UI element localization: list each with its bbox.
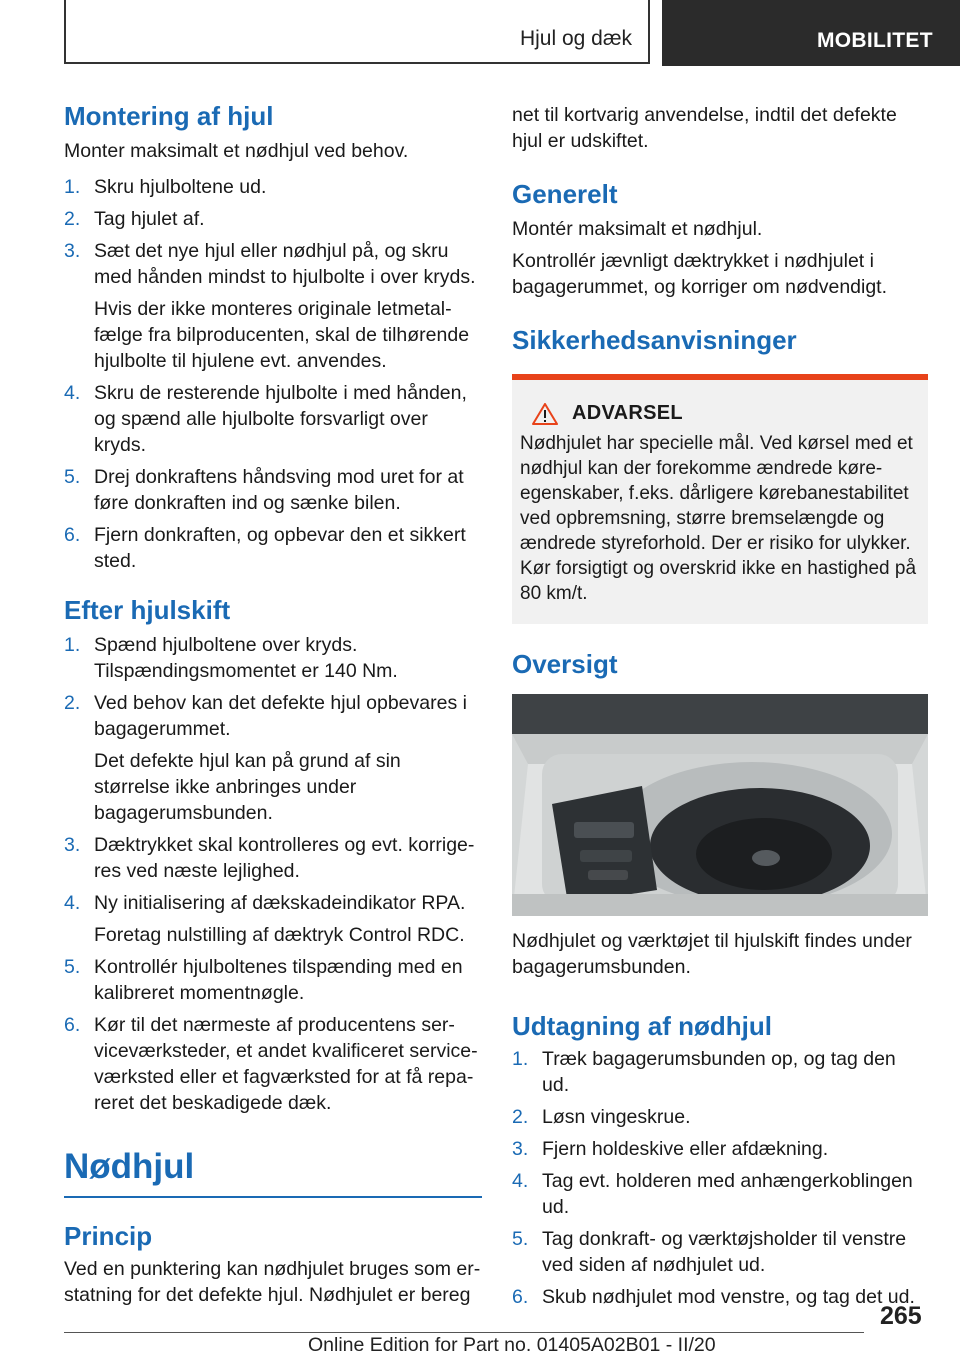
list-item: 4. Tag evt. holderen med anhængerkoblingen ud. [512,1170,913,1218]
page-number: 265 [880,1302,922,1330]
heading-oversigt: Oversigt [512,649,618,679]
heading-generelt: Generelt [512,179,618,209]
heading-nodhjul: Nødhjul [64,1147,195,1186]
list-item: 6. Skub nødhjulet mod venstre, og tag det ud. [512,1286,915,1308]
page-header [0,0,960,66]
list-item: 2. Løsn vingeskrue. [512,1106,691,1128]
efter-step4-note: Foretag nulstilling af dæktryk Control RDC. [94,924,465,946]
list-item: 3. Dæktrykket skal kontrolleres og evt. korrigeres ved næste lejlighed. [64,834,475,882]
efter-steps-cont2 [64,954,482,1116]
header-chapter-tab [662,0,960,66]
list-item: 6. Fjern donkraften, og opbevar den et sikkert sted. [64,524,466,572]
spare-wheel-photo [512,694,928,916]
princip-text: Ved en punktering kan nødhjulet bruges som erstatning for det defekte hjul. Nødhjulet er bereg [64,1258,481,1306]
list-item: 3. Fjern holdeskive eller afdækning. [512,1138,829,1160]
header-section-box [64,0,650,64]
heading-sikkerhed: Sikkerhedsanvisninger [512,325,797,355]
warning-box [512,374,928,624]
right-column [512,100,928,1310]
list-item: 1. Træk bagagerumsbunden op, og tag den ud. [512,1048,896,1096]
list-item: 1. Spænd hjulboltene over kryds. Tilspændingsmomentet er 140 Nm. [64,634,398,682]
heading-princip: Princip [64,1221,153,1251]
list-item: 3. Sæt det nye hjul eller nødhjul på, og skru med hånden mindst to hjulbolte i over kryds. [64,240,476,288]
udtagning-steps [512,1046,928,1310]
warning-header [532,402,920,425]
header-section-title: Hjul og dæk [519,27,632,50]
list-item: 1. Skru hjulboltene ud. [64,176,267,198]
efter-steps [64,632,482,742]
montering-intro: Monter maksimalt et nødhjul ved behov. [64,140,409,162]
list-item: 5. Kontrollér hjulboltenes tilspænding med en kalibreret momentnøgle. [64,956,463,1004]
section-rule [64,1196,482,1198]
list-item: 5. Tag donkraft- og værktøjsholder til venstre ved siden af nødhjulet ud. [512,1228,907,1276]
efter-step2-note: Det defekte hjul kan på grund af sin størrelse ikke anbringes under bagagerumsbunden. [94,750,401,824]
heading-montering: Montering af hjul [64,101,274,131]
header-chapter-label: MOBILITET [817,29,933,52]
princip-text-continued: net til kortvarig anvendelse, indtil det defekte hjul er udskiftet. [512,104,897,152]
list-item: 5. Drej donkraftens håndsving mod uret for at føre donkraften ind og sænke bilen. [64,466,464,514]
montering-steps-cont [64,380,482,574]
warning-triangle-icon [532,403,558,425]
heading-udtagning: Udtagning af nødhjul [512,1011,772,1041]
step3-note: Hvis der ikke monteres originale letmetalfælge fra bilproducenten, skal de tilhørende hjulbolte til hjulene evt. anvendes. [94,298,470,372]
efter-steps-cont [64,832,482,916]
generelt-p1: Montér maksimalt et nødhjul. [512,218,763,240]
list-item: 2. Tag hjulet af. [64,208,205,230]
generelt-p2: Kontrollér jævnligt dæktrykket i nødhjulet i bagagerummet, og korriger om nødvendigt. [512,250,888,298]
list-item: 4. Skru de resterende hjulbolte i med hånden, og spænd alle hjulbolte forsvarligt over kryds. [64,382,467,456]
list-item: 4. Ny initialisering af dækskadeindikator RPA. [64,892,466,914]
warning-label: ADVARSEL [572,402,683,424]
warning-text: Nødhjulet har specielle mål. Ved kørsel med et nødhjul kan der forekomme ændrede køreegenskaber, f.eks. dårligere kørebanestabilitet ved opbremsning, større bremselængde og ændrede styreforhold. Der er risiko for ulykker. Kør forsigtigt og overskrid ikke en hastighed på 80 km/t. [520,433,917,604]
list-item: 2. Ved behov kan det defekte hjul opbevares i bagagerummet. [64,692,467,740]
footer-edition: Online Edition for Part no. 01405A02B01 - II/20 [308,1334,716,1356]
figure-caption: Nødhjulet og værktøjet til hjulskift findes under bagagerumsbunden. [512,930,912,978]
montering-steps [64,174,482,290]
left-column [64,100,482,1308]
heading-efter-hjulskift: Efter hjulskift [64,595,231,625]
footer-rule [64,1332,864,1333]
list-item: 6. Kør til det nærmeste af producentens serviceværksteder, et andet kvalificeret serviceværksted eller et fagværksted for at få repareret det beskadigede dæk. [64,1014,478,1114]
